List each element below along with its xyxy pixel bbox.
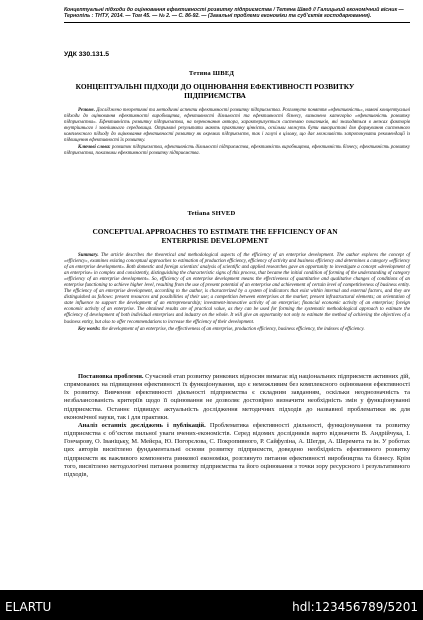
abstract-en xyxy=(64,253,410,333)
summary-ua xyxy=(64,108,410,144)
summary-en xyxy=(64,253,410,326)
summary-text-ua: Досліджено теоретичні та методичні аспекти ефективності розвитку підприємства. Розглянуто поняття «ефективність», наявні концептуальні підходи до оцінювання ефективності виробництва, ефективності діяльності та ефективності бізнесу, визначено категорію «ефективність розвитку підприємства». Ефективність розвитку підприємства, на переконання автора, характеризується системою показників, які знаходяться в межах факторів внутрішнього і зовнішнього середовища. Отримані результати мають практичну цінність, оскільки можуть бути використані для формування системного комплексного підходу до оцінювання ефективності розвитку як окремих підприємств, так і галузі в цілому, що дає можливість запропонувати рекомендації із підвищення ефективності їх розвитку. xyxy=(64,108,410,144)
paragraph-problem-text: Сучасний етап розвитку ринкових відносин вимагає від національних підприємств активних дій, спрямованих на підвищення ефективності їх функціонування, що є неможливим без комплексного оцінювання ефективності їх розвитку. Вивчення ефективності діяльності підприємства є складним завданням, оскільки неоднозначність та незбалансованість критеріїв щодо її оцінювання не дозволяє достовірно визначити необхідність змін у функціонуванні підприємства. Останнє підвищує актуальність дослідження методичних підходів до назвавної проблематики як для економічної науки, так і для практики. xyxy=(64,373,410,421)
paragraph-analysis xyxy=(64,422,410,479)
title-en: CONCEPTUAL APPROACHES TO ESTIMATE THE EFFICIENCY OF AN ENTERPRISE DEVELOPMENT xyxy=(92,227,338,245)
paragraph-analysis-text: Проблематика ефективності діяльності, функціонування та розвитку підприємства є об’єктом пильної уваги вчених-економістів. Серед відомих дослідників варто відзначити В. Андрійчука, І. Гончарову, О. Іваніцьку, М. Мейєра, Ю. Погорєлова, С. Покропивного, Р. Сайфуліна, А. Шегди, А. Шеремета та ін. У роботах цих авторів висвітлено фундаментальні основи розвитку підприємств, доведено необхідність ефективного розвитку підприємств як важливого компонента ринкової економіки, розглянуто питання ефективності виробництва та бізнесу. Крім того, висвітлено методологічні питання розвитку підприємства та його оцінювання з точки зору ресурсного і результативного підходів, xyxy=(64,421,410,478)
paragraph-problem xyxy=(64,373,410,422)
author-en: Tetiana SHVED xyxy=(187,210,236,217)
article-body xyxy=(64,373,410,479)
footer-repository: ELARTU xyxy=(5,600,52,614)
citation-header: Концептуальні підходи до оцінювання ефективності розвитку підприємства / Тетяна Швед // Галицький економічний вісник — Тернопіль : ТНТУ, 2014. — Том 45. — № 2. — С. 86-92. — (Загальні проблеми економіки та суб’єктів господарювання). xyxy=(64,7,410,23)
keywords-en xyxy=(64,327,410,333)
summary-label-en: Summary. xyxy=(78,253,99,258)
udc-code: УДК 330.131.5 xyxy=(64,51,109,58)
summary-text-en: The article describes the theoretical and methodological aspects of the efficiency of an enterprise development. The author explores the concept of «efficiency», examines existing conceptual approaches to estimation of production efficiency, efficiency of activity and business efficiency and determines a category «efficiency of an enterprise development». Both domestic and foreign scientists' analysis of scientific and applied researches gave an opportunity to investigate a concept «development of an enterprise» in complex and consistently, distinguishing the characteristic signs of this process, that became the initial condition of forming of the understanding of category «efficiency of an enterprise development». So, efficiency of an enterprise development means the effectiveness of quantitative and qualitative changes of conditions of an enterprise functioning to achieve higher level, resulting from the use of present potential of an enterprise and achievement of certain level of competitiveness of business entity. The efficiency of an enterprise development, according to the author, is characterized by a system of indicators that exist within internal and external factors, and they are distinguished as follows: present resources and possibilities of their use; a competition between enterprises at the market; present infrastructural elements; an orientation of state influence to support the development of an entrepreneurship; investment-innovative activity of an enterprise; financial economic activity of an enterprise; foreign economic activity of an enterprise. The obtained results are of practical value, as they can be used for forming the systematic methodological approach to estimate the efficiency of development of both individual enterprises and industry on the whole. It will give an opportunity not only to estimate the method of achieving the objectives of a business entity, but also to offer recommendations to increase the efficiency of their development. xyxy=(64,253,411,325)
keywords-label-en: Key words: xyxy=(78,326,101,332)
keywords-ua xyxy=(64,145,410,157)
paragraph-problem-lead: Постановка проблеми. xyxy=(78,373,144,380)
author-ua: Тетяна ШВЕД xyxy=(188,70,235,77)
keywords-text-en: the development of an enterprise, the effectiveness of an enterprise, production efficiency, business efficiency, the indexes of efficiency. xyxy=(101,326,365,332)
abstract-ua xyxy=(64,108,410,157)
paragraph-analysis-lead: Аналіз останніх досліджень і публікацій. xyxy=(78,421,206,429)
summary-label-ua: Резюме. xyxy=(78,108,95,113)
footer-handle: hdl:123456789/5201 xyxy=(292,600,418,614)
footer-bar xyxy=(0,590,423,620)
keywords-text-ua: розвиток підприємства, ефективність діяльності підприємства, ефективність виробництва, ефективність бізнесу, ефективність розвитку підприємства, показники ефективності розвитку підприємства. xyxy=(64,145,410,157)
title-ua: КОНЦЕПТУАЛЬНІ ПІДХОДИ ДО ОЦІНЮВАННЯ ЕФЕКТИВНОСТІ РОЗВИТКУ ПІДПРИЄМСТВА xyxy=(75,82,355,100)
keywords-label-ua: Ключові слова: xyxy=(78,145,111,151)
